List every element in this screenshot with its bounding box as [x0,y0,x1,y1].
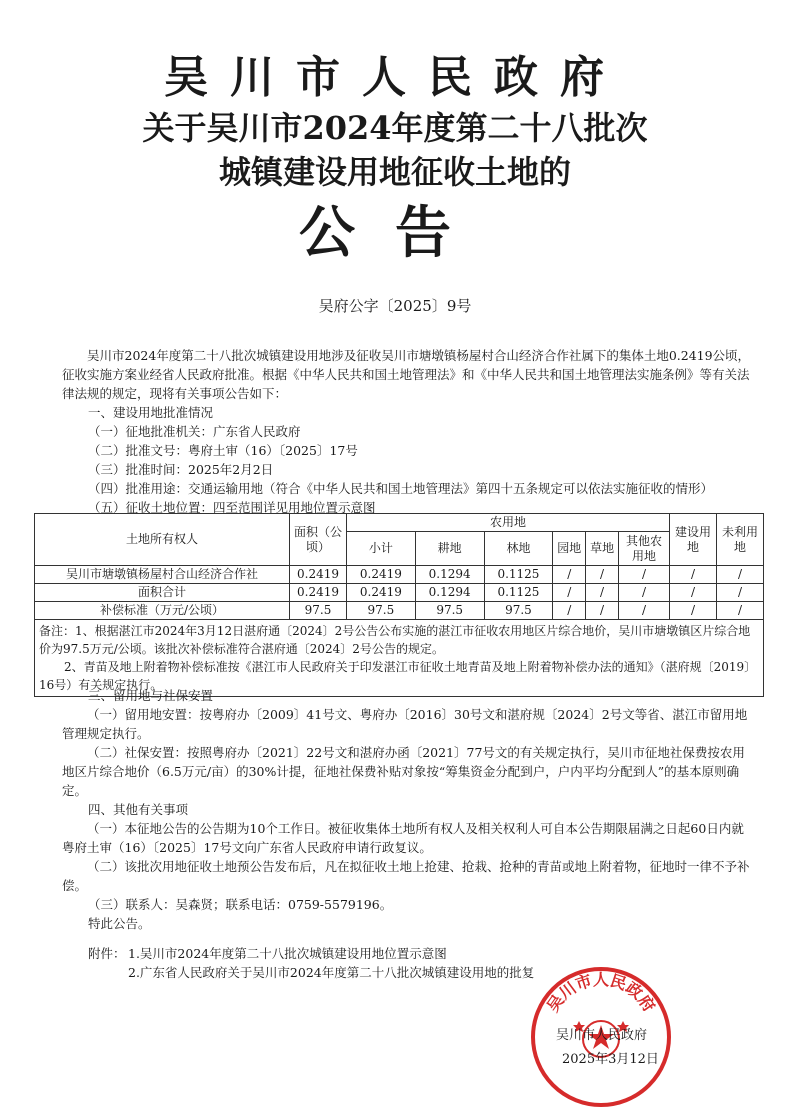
cell: / [586,566,619,584]
header-farm-subtotal: 小计 [347,532,416,566]
cell: / [717,584,764,602]
header-construction: 建设用地 [670,514,717,566]
signature-date: 2025年3月12日 [562,1052,659,1067]
cell: / [717,566,764,584]
cell: / [586,602,619,620]
header-farm-cultivated: 耕地 [415,532,484,566]
attachment-2: 2.广东省人民政府关于吴川市2024年度第二十八批次城镇建设用地的批复 [128,965,535,980]
cell: 97.5 [290,602,347,620]
cell: 97.5 [347,602,416,620]
cell: / [553,584,586,602]
cell: / [619,584,670,602]
cell: 0.2419 [290,584,347,602]
cell: / [553,566,586,584]
section-4-heading: 四、其他有关事项 [88,802,189,817]
intro-paragraph: 吴川市2024年度第二十八批次城镇建设用地涉及征收吴川市塘墩镇杨屋村合山经济合作社属下的集体土地0.2419公顷，征收实施方案业经省人民政府批准。根据《中华人民共和国土地管理法》和《中华人民共和国土地管理法实施条例》等有关法律法规的规定，现将有关事项公告如下： [62,348,751,401]
cell: 0.2419 [290,566,347,584]
section-3-item-2: （二）社保安置：按照粤府办〔2021〕22号文和湛府办函〔2021〕77号文的有关规定执行，吴川市征地社保费按农用地区片综合地价（6.5万元/亩）的30%计提，征地社保费补贴对象按“筹集资金分配到户，户内平均分配到人”的基本原则确定。 [62,745,745,798]
title-announcement: 公告 [299,200,491,266]
cell: 0.2419 [347,566,416,584]
document-number: 吴府公字〔2025〕9号 [318,297,472,315]
section-1-item-3: （三）批准时间：2025年2月2日 [88,462,274,477]
section-1-item-4: （四）批准用途：交通运输用地（符合《中华人民共和国土地管理法》第四十五条规定可以依法实施征收的情形） [88,481,714,496]
signature-org: 吴川市人民政府 [556,1028,648,1043]
note-1: 备注：1、根据湛江市2024年3月12日湛府通〔2024〕2号公告公布实施的湛江市征收农用地区片综合地价，吴川市塘墩镇区片综合地价为97.5万元/公顷。该批次补偿标准符合湛府通〔2024〕2号公告的规定。 [39,624,751,656]
cell: 0.1294 [415,584,484,602]
section-1-item-2: （二）批准文号：粤府土审（16）〔2025〕17号 [88,443,358,458]
row-label: 面积合计 [35,584,290,602]
section-3-item-1: （一）留用地安置：按粤府办〔2009〕41号文、粤府办〔2016〕30号文和湛府规〔2024〕2号文等省、湛江市留用地管理规定执行。 [62,707,748,741]
title-line-1: 吴川市人民政府 [164,52,626,103]
seal-text: 吴川市人民政府 [543,970,659,1016]
cell: 0.1125 [484,584,553,602]
header-farmland-group: 农用地 [347,514,670,532]
cell: / [670,566,717,584]
header-farm-grass: 草地 [586,532,619,566]
cell: / [619,566,670,584]
svg-text:吴川市人民政府 [543,970,659,1015]
cell: / [670,584,717,602]
land-compensation-table [34,513,764,697]
table-row [35,566,764,584]
header-unused: 未利用地 [717,514,764,566]
section-1-heading: 一、建设用地批准情况 [88,405,214,420]
row-label: 吴川市塘墩镇杨屋村合山经济合作社 [35,566,290,584]
cell: 97.5 [415,602,484,620]
cell: / [619,602,670,620]
closing-text: 特此公告。 [88,916,151,931]
row-label: 补偿标准（万元/公顷） [35,602,290,620]
section-1-item-5: （五）征收土地位置：四至范围详见用地位置示意图 [88,500,376,515]
header-owner: 土地所有权人 [35,514,290,566]
header-farm-other: 其他农用地 [619,532,670,566]
cell: / [670,602,717,620]
table-notes [35,620,764,697]
cell: / [553,602,586,620]
cell: 0.1125 [484,566,553,584]
header-farm-forest: 林地 [484,532,553,566]
section-4-item-1: （一）本征地公告的公告期为10个工作日。被征收集体土地所有权人及相关权利人可自本公告期限届满之日起60日内就粤府土审（16）〔2025〕17号文向广东省人民政府申请行政复议。 [62,821,744,855]
section-4-item-2: （二）该批次用地征收土地预公告发布后，凡在拟征收土地上抢建、抢栽、抢种的青苗或地上附着物，征地时一律不予补偿。 [62,859,750,893]
table-row [35,584,764,602]
cell: / [586,584,619,602]
header-area: 面积（公顷） [290,514,347,566]
cell: 0.1294 [415,566,484,584]
section-1-item-1: （一）征地批准机关：广东省人民政府 [88,424,301,439]
section-3-heading: 三、留用地与社保安置 [88,688,214,703]
cell: / [717,602,764,620]
note-2: 2、青苗及地上附着物补偿标准按《湛江市人民政府关于印发湛江市征收土地青苗及地上附着物补偿办法的通知》（湛府规〔2019〕16号）有关规定执行。 [39,660,757,692]
cell: 0.2419 [347,584,416,602]
attachment-1: 1.吴川市2024年度第二十八批次城镇建设用地位置示意图 [128,946,447,961]
section-4-item-3: （三）联系人：吴森贤；联系电话：0759-5579196。 [88,897,393,912]
title-line-3: 城镇建设用地征收土地的 [218,153,571,191]
header-farm-garden: 园地 [553,532,586,566]
table-row [35,602,764,620]
cell: 97.5 [484,602,553,620]
attachments-label: 附件： [88,946,126,961]
title-line-2: 关于吴川市2024年度第二十八批次 [142,109,648,147]
